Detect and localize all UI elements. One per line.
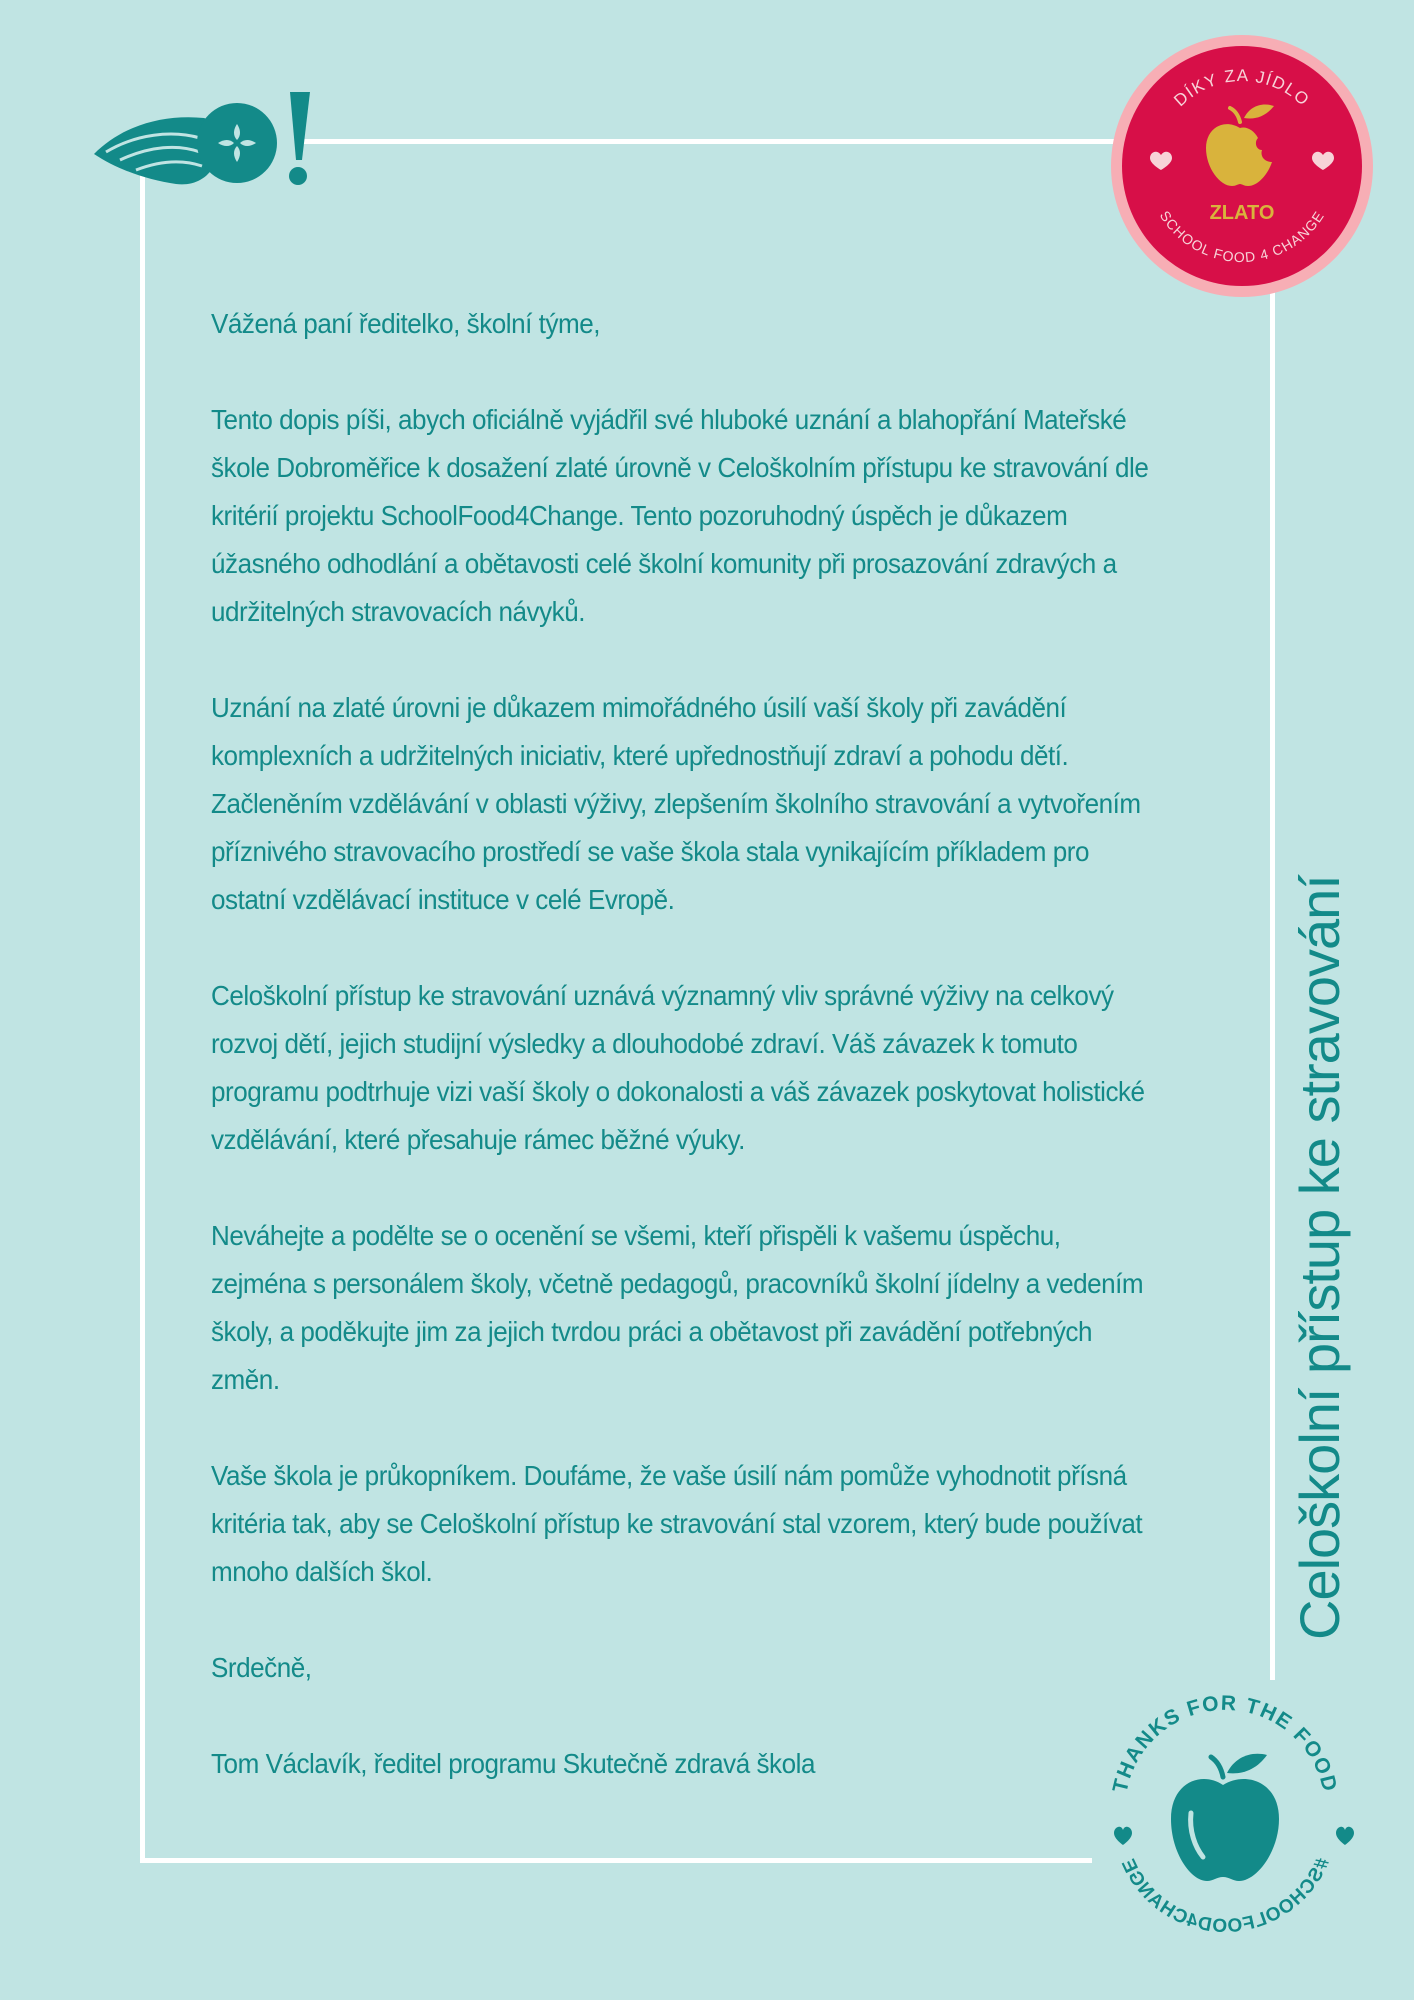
badge-level-text: ZLATO <box>1209 202 1275 224</box>
letter-paragraph: Vaše škola je průkopníkem. Doufáme, že vaše úsilí nám pomůže vyhodnotit přísná kritéria tak, aby se Celoškolní přístup ke stravování stal vzorem, který bude používat mnoho dalších škol. <box>211 1460 1143 1587</box>
frame-top-line <box>298 139 1120 144</box>
svg-text:THANKS FOR THE FOOD <box>1109 1692 1342 1795</box>
letter-paragraph: Neváhejte a podělte se o ocenění se všemi, kteří přispěli k vašemu úspěchu, zejména s personálem školy, včetně pedagogů, pracovníků školní jídelny a vedením školy, a poděkujte jim za jejich tvrdou práci a obětavost při zavádění potřebných změn. <box>211 1220 1144 1395</box>
sf4c-logo-icon <box>92 88 322 190</box>
letter-closing: Srdečně, <box>211 1652 312 1683</box>
frame-bottom-line <box>140 1858 1092 1863</box>
letter-paragraph: Uznání na zlaté úrovni je důkazem mimořádného úsilí vaší školy při zavádění komplexních a udržitelných iniciativ, které upřednostňují zdraví a pohodu dětí. Začleněním vzdělávání v oblasti výživy, zlepšením školního stravování a vytvořením příznivého stravovacího prostředí se vaše škola stala vynikajícím příkladem pro ostatní vzdělávací instituce v celé Evropě. <box>211 692 1141 915</box>
letter-paragraph: Tento dopis píši, abych oficiálně vyjádřil své hluboké uznání a blahopřání Mateřské škole Dobroměřice k dosažení zlaté úrovně v Celoškolním přístupu ke stravování dle kritérií projektu SchoolFood4Change. Tento pozoruhodný úspěch je důkazem úžasného odhodlání a obětavosti celé školní komunity při prosazování zdravých a udržitelných stravovacích návyků. <box>211 404 1149 627</box>
gold-award-badge <box>1110 34 1374 298</box>
apple-icon <box>1171 1754 1279 1881</box>
letter-body <box>211 300 1150 1788</box>
stamp-bottom-text: #SCHOOLFOOD4CHANGE <box>1116 1854 1334 1938</box>
heart-icon <box>1336 1827 1354 1845</box>
badge-top-text: DÍKY ZA JÍDLO <box>1170 65 1314 111</box>
vertical-page-title: Celoškolní přístup ke stravování <box>1288 875 1351 1640</box>
letter-signature: Tom Václavík, ředitel programu Skutečně zdravá škola <box>211 1748 815 1779</box>
letter-paragraph: Celoškolní přístup ke stravování uznává významný vliv správné výživy na celkový rozvoj dětí, jejich studijní výsledky a dlouhodobé zdraví. Váš závazek k tomuto programu podtrhuje vizi vaší školy o dokonalosti a váš závazek poskytovat holistické vzdělávání, které přesahuje rámec běžné výuky. <box>211 980 1145 1155</box>
stamp-top-text: THANKS FOR THE FOOD <box>1108 1691 1342 1795</box>
thanks-for-the-food-stamp <box>1095 1685 1355 1945</box>
badge-bottom-text: SCHOOL FOOD 4 CHANGE <box>1156 207 1328 266</box>
letter-greeting: Vážená paní ředitelko, školní týme, <box>211 308 601 339</box>
heart-icon <box>1114 1827 1132 1845</box>
frame-left-line <box>140 170 145 1863</box>
